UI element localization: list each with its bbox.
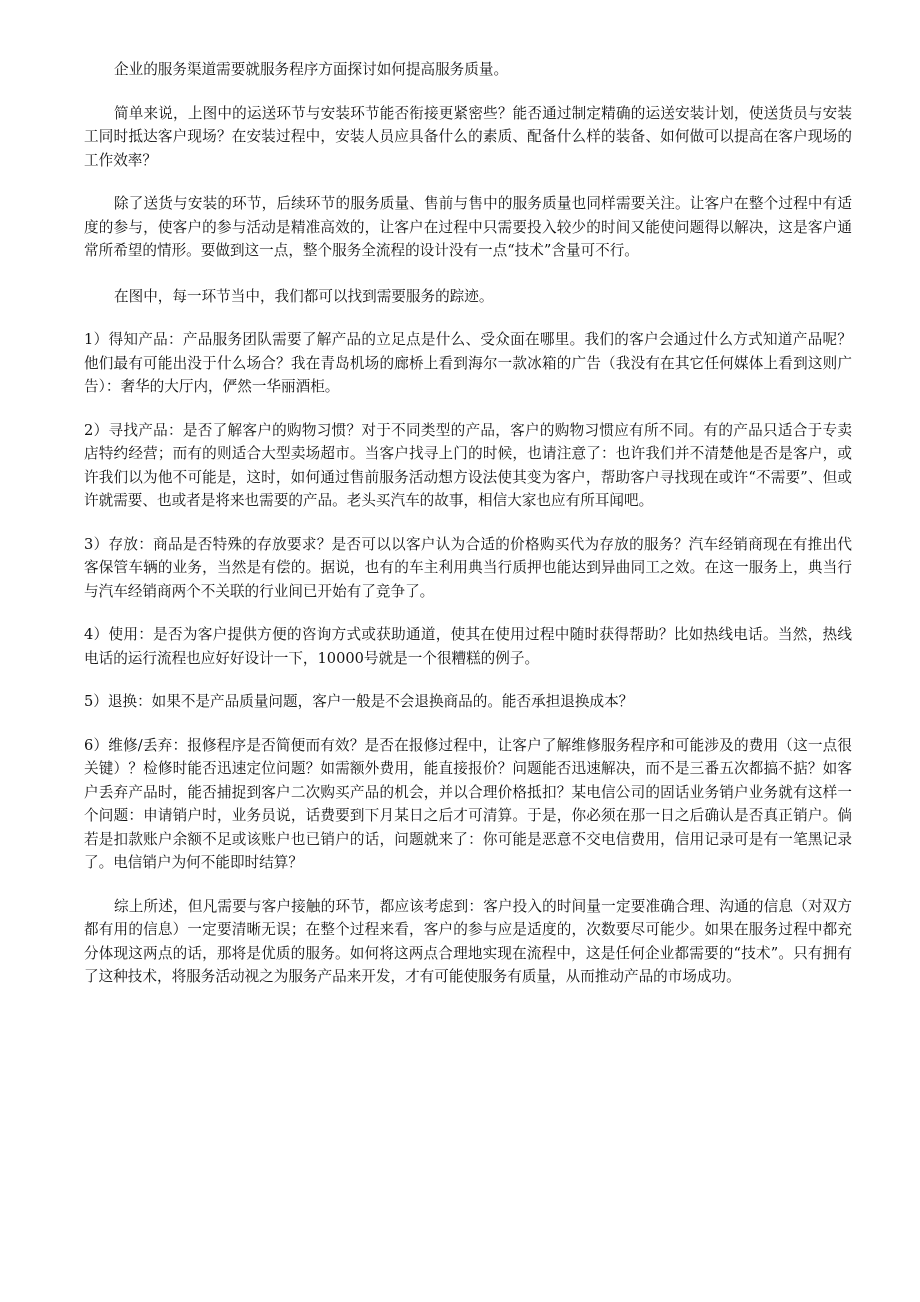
- paragraph-item-5-return: 5）退换：如果不是产品质量问题，客户一般是不会退换商品的。能否承担退换成本？: [84, 693, 634, 710]
- paragraph-item-4-usage: 4）使用：是否为客户提供方便的咨询方式或获助通道，使其在使用过程中随时获得帮助？比如热线电话。当然，热线电话的运行流程也应好好设计一下，10000号就是一个很糟糕的例子。: [84, 626, 852, 667]
- paragraph-item-1-know-product: 1）得知产品：产品服务团队需要了解产品的立足点是什么、受众面在哪里。我们的客户会通过什么方式知道产品呢？他们最有可能出没于什么场合？我在青岛机场的廊桥上看到海尔一款冰箱的广告（我没有在其它任何媒体上看到这则广告）：奢华的大厅内，俨然一华丽酒柜。: [84, 331, 852, 395]
- paragraph-follow-up: 除了送货与安装的环节，后续环节的服务质量、售前与售中的服务质量也同样需要关注。让客户在整个过程中有适度的参与，使客户的参与活动是精准高效的，让客户在过程中只需要投入较少的时间又能使问题得以解决，这是客户通常所希望的情形。要做到这一点，整个服务全流程的设计没有一点“技术”含量可不行。: [84, 195, 852, 259]
- paragraph-intro: 企业的服务渠道需要就服务程序方面探讨如何提高服务质量。: [114, 61, 509, 78]
- document-page: [84, 58, 852, 1009]
- paragraph-item-2-find-product: 2）寻找产品：是否了解客户的购物习惯？对于不同类型的产品，客户的购物习惯应有所不同。有的产品只适合于专卖店特约经营；而有的则适合大型卖场超市。当客户找寻上门的时候，也请注意了：也许我们并不清楚他是否是客户，或许我们以为他不可能是，这时，如何通过售前服务活动想方设法使其变为客户，帮助客户寻找现在或许“不需要”、但或许就需要、也或者是将来也需要的产品。老头买汽车的故事，相信大家也应有所耳闻吧。: [84, 421, 852, 509]
- paragraph-item-3-storage: 3）存放：商品是否特殊的存放要求？是否可以以客户认为合适的价格购买代为存放的服务？汽车经销商现在有推出代客保管车辆的业务，当然是有偿的。据说，也有的车主利用典当行质押也能达到异曲同工之效。在这一服务上，典当行与汽车经销商两个不关联的行业间已开始有了竞争了。: [84, 535, 852, 600]
- paragraph-service-traces: 在图中，每一环节当中，我们都可以找到需要服务的踪迹。: [114, 287, 494, 305]
- paragraph-delivery-install: 简单来说，上图中的运送环节与安装环节能否衔接更紧密些？能否通过制定精确的运送安装计划，使送货员与安装工同时抵达客户现场？在安装过程中，安装人员应具备什么的素质、配备什么样的装备、如何做可以提高在客户现场的工作效率？: [84, 104, 852, 169]
- paragraph-conclusion: 综上所述，但凡需要与客户接触的环节，都应该考虑到：客户投入的时间量一定要准确合理、沟通的信息（对双方都有用的信息）一定要清晰无误；在整个过程来看，客户的参与应是适度的，次数要尽可能少。如果在服务过程中都充分体现这两点的话，那将是优质的服务。如何将这两点合理地实现在流程中，这是任何企业都需要的“技术”。只有拥有了这种技术，将服务活动视之为服务产品来开发，才有可能使服务有质量，从而推动产品的市场成功。: [84, 897, 852, 985]
- paragraph-item-6-repair-discard: 6）维修/丢弃：报修程序是否简便而有效？是否在报修过程中，让客户了解维修服务程序和可能涉及的费用（这一点很关键）？检修时能否迅速定位问题？如需额外费用，能直接报价？问题能否迅速解决，而不是三番五次都搞不掂？如客户丢弃产品时，能否捕捉到客户二次购买产品的机会，并以合理价格抵扣？某电信公司的固话业务销户业务就有这样一个问题：申请销户时，业务员说，话费要到下月某日之后才可清算。于是，你必须在那一日之后确认是否真正销户。倘若是扣款账户余额不足或该账户也已销户的话，问题就来了：你可能是恶意不交电信费用，信用记录可是有一笔黑记录了。电信销户为何不能即时结算？: [84, 736, 852, 871]
